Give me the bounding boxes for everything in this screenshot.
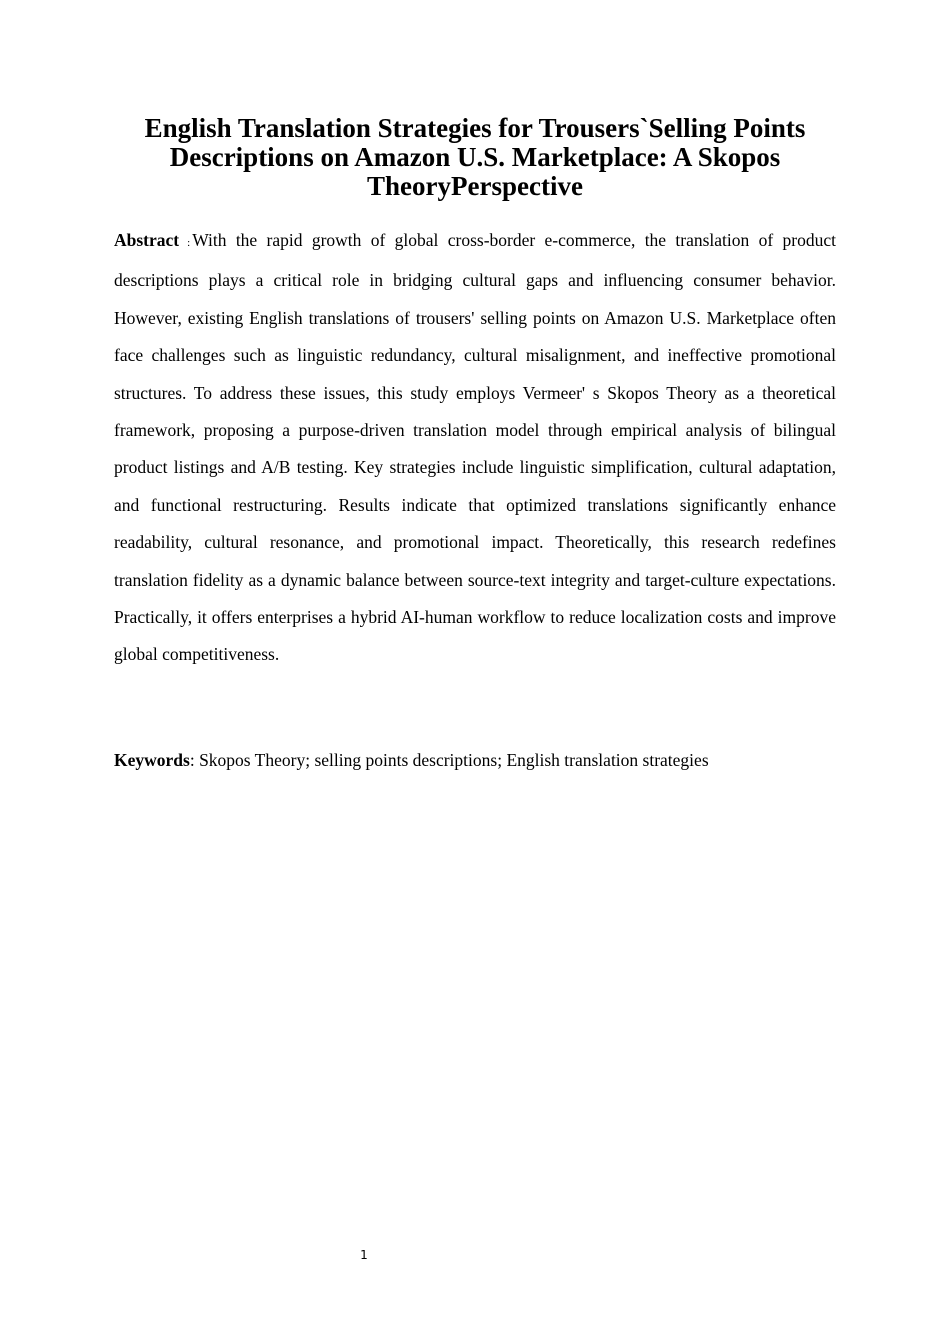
abstract-paragraph xyxy=(114,222,836,674)
keywords-label: Keywords xyxy=(114,750,190,770)
keywords-text: : Skopos Theory; selling points descriptions; English translation strategies xyxy=(189,750,709,770)
abstract-label: Abstract xyxy=(114,230,180,250)
title-line-2: Descriptions on Amazon U.S. Marketplace: A Skopos xyxy=(169,142,781,172)
page-number: 1 xyxy=(360,1248,368,1262)
abstract-text: With the rapid growth of global cross-border e-commerce, the translation of product descriptions plays a critical role in bridging cultural gaps and influencing consumer behavior. However, existing English translations of trousers' selling points on Amazon U.S. Marketplace often face challenges such as linguistic redundancy, cultural misalignment, and ineffective promotional structures. To address these issues, this study employs Vermeer' s Skopos Theory as a theoretical framework, proposing a purpose-driven translation model through empirical analysis of bilingual product listings and A/B testing. Key strategies include linguistic simplification, cultural adaptation, and functional restructuring. Results indicate that optimized translations significantly enhance readability, cultural resonance, and promotional impact. Theoretically, this research redefines translation fidelity as a dynamic balance between source-text integrity and target-culture expectations. Practically, it offers enterprises a hybrid AI-human workflow to reduce localization costs and improve global competitiveness. xyxy=(114,230,836,665)
keywords-paragraph xyxy=(114,747,836,773)
title-line-3: TheoryPerspective xyxy=(367,171,583,201)
abstract-separator: : xyxy=(187,237,191,249)
title-line-1: English Translation Strategies for Trousers`Selling Points xyxy=(144,113,806,143)
paper-title xyxy=(100,114,850,201)
